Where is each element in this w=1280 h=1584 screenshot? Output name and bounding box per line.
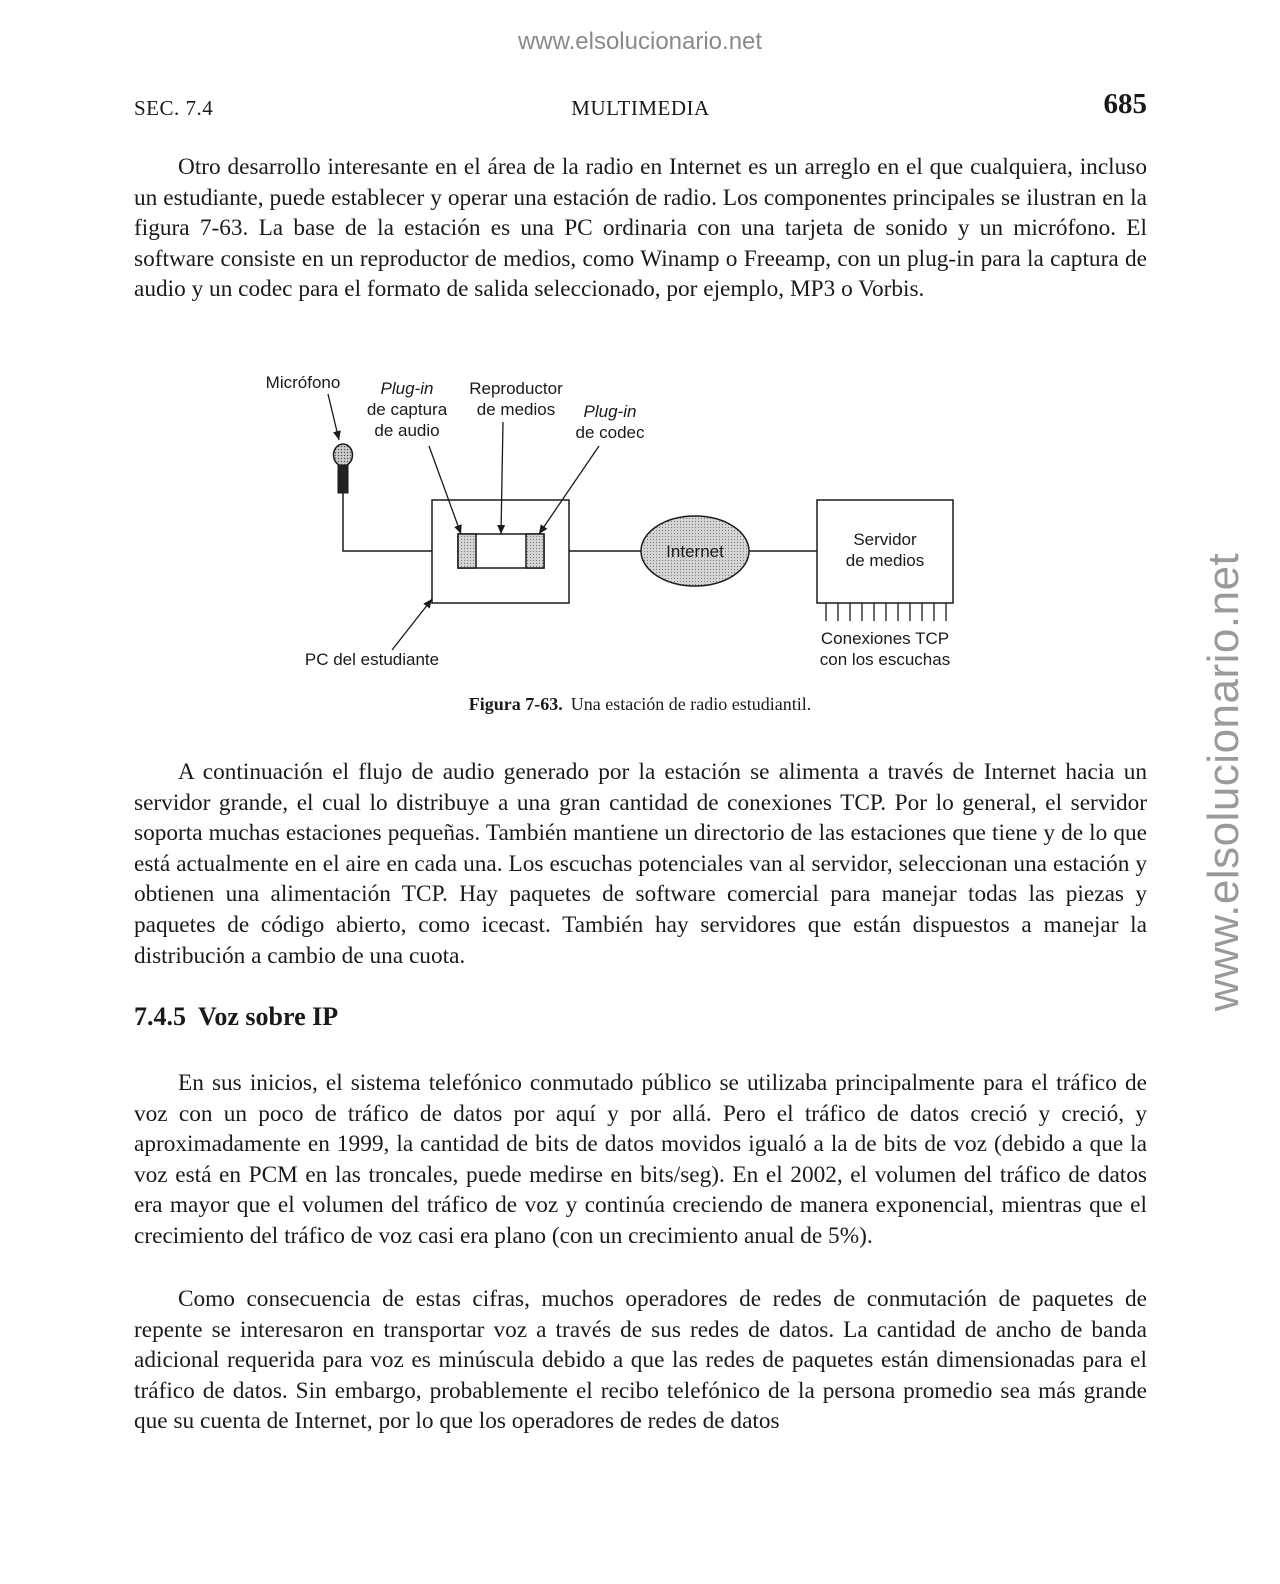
label-player-2: de medios bbox=[476, 400, 556, 419]
microphone-icon bbox=[334, 444, 353, 493]
chapter-title: MULTIMEDIA bbox=[571, 96, 710, 120]
paragraph-2: A continuación el flujo de audio generado por la estación se alimenta a través de Internet hacia un servidor grande, el cual lo distribuye a una gran cantidad de conexiones TCP. Por lo general, el servidor soporta muchas estaciones pequeñas. También mantiene un directorio de las estaciones que tiene y de lo que está actualmente en el aire en cada una. Los escuchas potenciales van al servidor, seleccionan una estación y obtienen una alimentación TCP. Hay paquetes de software comercial para manejar todas las piezas y paquetes de código abierto, como icecast. También hay servidores que están dispuestos a manejar la distribución a cambio de una cuota. bbox=[134, 759, 1147, 969]
caption-text: Una estación de radio estudiantil. bbox=[570, 694, 812, 714]
label-capture-plugin-1: Plug-in bbox=[380, 379, 434, 398]
label-server-1: Servidor bbox=[853, 530, 917, 549]
label-microphone: Micrófono bbox=[265, 373, 341, 392]
codec-plugin-box bbox=[526, 534, 544, 568]
capture-plugin-box bbox=[458, 534, 476, 568]
figure-caption bbox=[0, 694, 1280, 715]
section-heading bbox=[134, 1002, 338, 1032]
label-internet: Internet bbox=[666, 542, 724, 561]
paragraph-1: Otro desarrollo interesante en el área de la radio en Internet es un arreglo en el que cualquiera, incluso un estudiante, puede establecer y operar una estación de radio. Los componentes principales se ilustran en la figura 7-63. La base de la estación es una PC ordinaria con una tarjeta de sonido y un micrófono. El software consiste en un reproductor de medios, como Winamp o Freeamp, con un plug-in para la captura de audio y un codec para el formato de salida seleccionado, por ejemplo, MP3 o Vorbis. bbox=[134, 154, 1147, 303]
paragraph-4: Como consecuencia de estas cifras, muchos operadores de redes de conmutación de paquetes de repente se interesaron en transportar voz a través de sus redes de datos. La cantidad de ancho de banda adicional requerida para voz es minúscula debido a que las redes de paquetes están dimensionadas para el tráfico de datos. Sin embargo, probablemente el recibo telefónico de la persona promedio sea más grande que su cuenta de Internet, por lo que los operadores de redes de datos bbox=[134, 1286, 1147, 1435]
mic-cable bbox=[343, 493, 432, 551]
section-label: SEC. 7.4 bbox=[134, 96, 214, 120]
section-title: Voz sobre IP bbox=[198, 1002, 339, 1031]
label-connections-1: Conexiones TCP bbox=[820, 629, 950, 648]
figure-student-radio-station bbox=[250, 370, 1010, 680]
watermark-top: www.elsolucionario.net bbox=[517, 28, 763, 55]
label-player-1: Reproductor bbox=[469, 379, 563, 398]
tcp-connections bbox=[826, 603, 946, 621]
label-connections-2: con los escuchas bbox=[819, 650, 951, 669]
watermark-side: www.elsolucionario.net bbox=[1199, 552, 1248, 1012]
label-codec-plugin-2: de codec bbox=[575, 423, 645, 442]
label-student-pc: PC del estudiante bbox=[304, 650, 440, 669]
label-codec-plugin-1: Plug-in bbox=[583, 402, 637, 421]
label-server-2: de medios bbox=[845, 551, 925, 570]
figure-diagram bbox=[250, 370, 1010, 680]
arrow-student-pc bbox=[392, 599, 432, 650]
label-capture-plugin-2: de captura bbox=[366, 400, 448, 419]
running-head bbox=[134, 88, 1147, 128]
paragraph-3: En sus inicios, el sistema telefónico conmutado público se utilizaba principalmente para el tráfico de voz con un poco de tráfico de datos por aquí y por allá. Pero el tráfico de datos creció y creció, y aproximadamente en 1999, la cantidad de bits de datos movidos igualó a la de bits de voz (debido a que la voz está en PCM en las troncales, puede medirse en bits/seg). En el 2002, el volumen del tráfico de datos era mayor que el volumen del tráfico de voz y continúa creciendo de manera exponencial, mientras que el crecimiento del tráfico de voz casi era plano (con un crecimiento anual de 5%). bbox=[134, 1070, 1147, 1249]
label-capture-plugin-3: de audio bbox=[374, 421, 440, 440]
caption-label: Figura 7-63. bbox=[468, 694, 563, 714]
arrow-microphone bbox=[328, 394, 339, 440]
page-number: 685 bbox=[1103, 88, 1147, 120]
arrow-media-player bbox=[501, 422, 503, 534]
section-number: 7.4.5 bbox=[134, 1002, 186, 1031]
arrow-capture-plugin bbox=[429, 446, 461, 534]
